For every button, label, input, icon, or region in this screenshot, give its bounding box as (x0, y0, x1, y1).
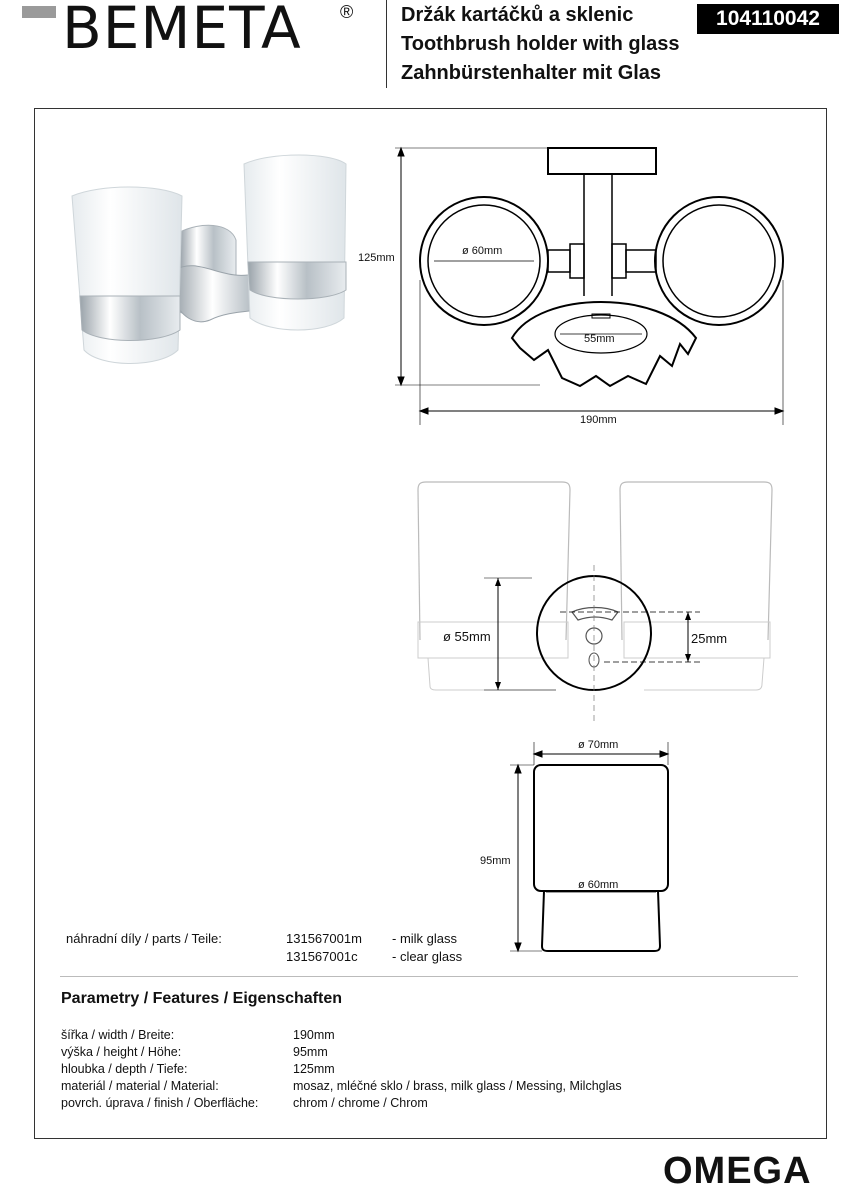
feature-label: hloubka / depth / Tiefe: (61, 1062, 188, 1076)
brand-logo: BEMETA (62, 0, 302, 62)
front-view (418, 482, 772, 722)
feature-value: 125mm (293, 1062, 335, 1076)
dim-plate-offset: 25mm (691, 631, 728, 646)
part-code: 131567001m (286, 931, 362, 946)
section-separator (60, 976, 798, 977)
dim-glass-bottom-diameter: ø 60mm (578, 879, 619, 891)
feature-value: 190mm (293, 1028, 335, 1042)
dim-tray-width: 55mm (584, 333, 615, 345)
feature-value: mosaz, mléčné sklo / brass, milk glass / Messing, Milchglas (293, 1079, 622, 1093)
title-de: Zahnbürstenhalter mit Glas (401, 62, 662, 84)
dim-glass-top-diameter: ø 70mm (578, 739, 619, 751)
feature-label: materiál / material / Material: (61, 1079, 219, 1093)
glass-view (510, 742, 668, 951)
title-cz: Držák kartáčků a sklenic (401, 4, 634, 26)
feature-value: chrom / chrome / Chrom (293, 1096, 428, 1110)
feature-label: výška / height / Höhe: (61, 1045, 182, 1059)
series-name: OMEGA (663, 1150, 812, 1192)
feature-value: 95mm (293, 1045, 328, 1059)
product-illustration (72, 155, 346, 364)
dim-total-width: 190mm (580, 414, 617, 426)
part-description: - clear glass (392, 949, 463, 964)
top-view (395, 148, 783, 425)
part-description: - milk glass (392, 931, 458, 946)
dim-height-side: 125mm (358, 252, 395, 264)
dim-glass-diameter-front: ø 55mm (443, 629, 491, 644)
registered-mark: ® (340, 2, 354, 22)
dim-ring-diameter: ø 60mm (462, 245, 503, 257)
features-title: Parametry / Features / Eigenschaften (61, 990, 342, 1007)
spare-parts-label: náhradní díly / parts / Teile: (66, 931, 222, 946)
feature-label: šířka / width / Breite: (61, 1028, 175, 1042)
feature-label: povrch. úprava / finish / Oberfläche: (61, 1096, 259, 1110)
title-en: Toothbrush holder with glass (401, 33, 680, 55)
product-code-badge: 104110042 (697, 4, 839, 34)
part-code: 131567001c (286, 949, 358, 964)
dim-glass-height: 95mm (480, 855, 511, 867)
